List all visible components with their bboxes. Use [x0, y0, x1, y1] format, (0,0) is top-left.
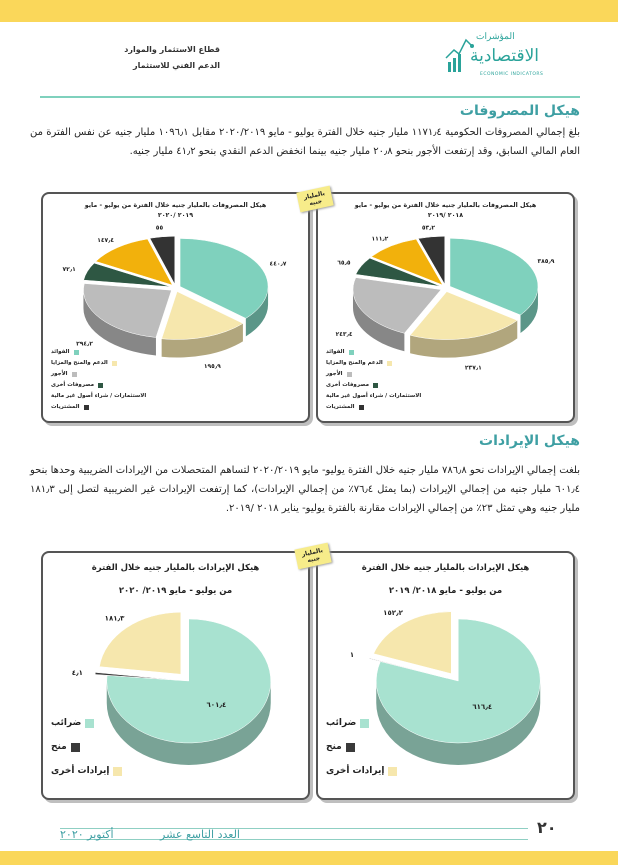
footer-date: أكتوبر ٢٠٢٠: [60, 828, 114, 841]
legend-item: [51, 382, 133, 388]
legend-swatch: [388, 767, 397, 776]
logo-main: الاقتصادية: [470, 46, 540, 66]
chart-subtitle: من يوليو - مايو ٢٠١٩/ ٢٠٢٠: [118, 586, 233, 596]
legend-label: الاستثمارات / شراء أصول غير مالية: [51, 393, 147, 399]
legend-item: [51, 742, 123, 752]
legend-label: مصروفات أخرى: [326, 382, 370, 388]
page-number: ٢٠: [537, 818, 557, 837]
legend-item: [51, 371, 133, 377]
legend-label: إيرادات أخرى: [51, 766, 110, 776]
legend-swatch: [71, 743, 80, 752]
pie-value-label: ٦١٦٫٤: [472, 703, 493, 712]
expenditure-chart-2020-panel: [41, 192, 310, 423]
legend-label: الاستثمارات / شراء أصول غير مالية: [326, 393, 422, 399]
pie-value-label: ١٩٥٫٩: [203, 362, 221, 370]
chart-title: هيكل المصروفات بالمليار جنيه خلال الفترة من يوليو - مايو: [354, 202, 537, 209]
legend-label: الدعم والمنح والمزايا: [51, 360, 108, 366]
pie-value-label: ١٥٢٫٢: [383, 609, 403, 618]
revenue-paragraph: بلغت إجمالي الإيرادات نحو ٧٨٦٫٨ مليار جنيه خلال الفترة يوليو- مايو ٢٠٢٠/٢٠١٩ لتساهم المتحصلات من الإيرادات الضريبية وحدها بنحو ٦٠١٫٤ مليار جنيه من إجمالي الإيرادات (بما يمثل ٧٦٫٤٪ من إجمالي الإيرادات)، كما إرتفعت الإيرادات غير الضريبية لتصل إلى ١٨١٫٣ مليار جنيه وهي تمثل ٢٣٪ من إجمالي الإيرادات مقارنة بالفترة يوليو- يناير ٢٠١٨ /٢٠١٩.: [30, 465, 580, 514]
legend-swatch: [373, 383, 378, 388]
legend-label: منح: [326, 742, 342, 752]
revenue-pie-2020: [43, 553, 308, 798]
chart-subtitle: ٢٠١٨ /٢٠١٩: [427, 212, 464, 219]
pie-value-label: ٧٢٫١: [62, 265, 76, 273]
pie-value-label: ٤٤٠٫٧: [269, 260, 287, 268]
header-divider: [40, 96, 580, 98]
pie-value-label: ٢٩٤٫٢: [76, 340, 93, 348]
legend-swatch: [360, 719, 369, 728]
logo-title: المؤشرات: [476, 32, 515, 42]
legend-item: [51, 404, 133, 410]
legend-swatch: [113, 767, 122, 776]
header-org-line1: قطاع الاستثمار والموارد: [124, 45, 220, 54]
legend-label: ضرائب: [326, 718, 357, 728]
legend-item: [51, 360, 133, 366]
legend-label: الدعم والمنح والمزايا: [326, 360, 383, 366]
legend-label: المشتريات: [51, 404, 80, 410]
bottom-band: [0, 851, 618, 865]
legend-item: [51, 349, 133, 355]
pie-value-label: ٣٨٥٫٩: [537, 258, 555, 266]
legend-swatch: [346, 743, 355, 752]
legend-swatch: [72, 372, 77, 377]
legend-swatch: [112, 361, 117, 366]
legend-swatch: [85, 719, 94, 728]
legend-swatch: [347, 372, 352, 377]
pie-value-label: ٢٤٣٫٤: [335, 330, 353, 338]
pie-value-label: ٢٣٧٫١: [464, 364, 482, 372]
pie-value-label: ١١١٫٢: [371, 235, 389, 243]
legend-item: [326, 349, 408, 355]
unit-sticky-note: بالمليار جنيه: [294, 543, 331, 570]
chart-subtitle: من يوليو - مايو ٢٠١٨/ ٢٠١٩: [388, 586, 503, 596]
legend-label: الفوائد: [326, 349, 345, 355]
pie-value-label: ٥٣٫٢: [421, 224, 436, 232]
legend-item: [326, 371, 408, 377]
legend-item: [51, 766, 123, 776]
legend-item: [326, 382, 408, 388]
legend-label: ضرائب: [51, 718, 82, 728]
legend-item: [51, 718, 123, 728]
legend-swatch: [349, 350, 354, 355]
legend-swatch: [359, 405, 364, 410]
legend-item: [326, 766, 398, 776]
header-org-line2: الدعم الفني للاستثمار: [133, 61, 220, 70]
pie-value-label: ٥٥: [155, 224, 164, 232]
legend-label: مصروفات أخرى: [51, 382, 95, 388]
revenue-chart-2020-panel: [41, 551, 310, 800]
footer-divider: [60, 828, 528, 829]
footer-divider: [60, 839, 528, 840]
pie-value-label: ١: [349, 651, 355, 660]
legend-item: [326, 742, 398, 752]
legend-label: منح: [51, 742, 67, 752]
chart-title: هيكل الإيرادات بالمليار جنيه خلال الفترة: [361, 563, 530, 573]
chart-subtitle: ٢٠١٩ /٢٠٢٠: [157, 212, 194, 219]
expenditure-heading: هيكل المصروفات: [459, 103, 580, 119]
unit-sticky-note: بالمليار جنيه: [296, 186, 333, 213]
legend-label: إيرادات أخرى: [326, 766, 385, 776]
pie-value-label: ٦٥٫٥: [337, 259, 351, 267]
expenditure-chart-2019-panel: [316, 192, 575, 423]
top-band: [0, 0, 618, 22]
pie-value-label: ٤٫١: [71, 668, 83, 677]
pie-value-label: ١٤٧٫٤: [97, 237, 115, 245]
legend-label: الأجور: [51, 371, 68, 377]
legend-item: [51, 393, 147, 399]
legend-item: [326, 718, 398, 728]
logo: [428, 28, 578, 86]
footer-issue: العدد التاسع عشر: [160, 828, 240, 841]
legend-label: المشتريات: [326, 404, 355, 410]
logo-en: ECONOMIC INDICATORS: [480, 72, 544, 77]
revenue-chart-2019-panel: [316, 551, 575, 800]
legend-swatch: [387, 361, 392, 366]
pie-value-label: ٦٠١٫٤: [206, 700, 227, 709]
expenditure-paragraph: بلغ إجمالي المصروفات الحكومية ١١٧١٫٤ مليار جنيه خلال الفترة يوليو - مايو ٢٠٢٠/٢٠١٩ مقابل ١٠٩٦٫١ مليار جنيه عن نفس الفترة من العام المالي السابق، وقد إرتفعت الأجور بنحو ٢٠٫٨ مليار جنيه بينما انخفض الدعم النقدي بنحو ٤١٫٢ مليار جنيه.: [30, 127, 580, 157]
legend-item: [326, 360, 408, 366]
legend-item: [326, 393, 422, 399]
chart-title: هيكل المصروفات بالمليار جنيه خلال الفترة من يوليو - مايو: [84, 202, 267, 209]
revenue-pie-2019: [318, 553, 573, 798]
pie-value-label: ١٨١٫٣: [104, 614, 125, 623]
legend-item: [326, 404, 408, 410]
legend-swatch: [98, 383, 103, 388]
legend-swatch: [84, 405, 89, 410]
revenue-heading: هيكل الإيرادات: [479, 433, 580, 449]
chart-title: هيكل الإيرادات بالمليار جنيه خلال الفترة: [91, 563, 260, 573]
legend-swatch: [74, 350, 79, 355]
legend-label: الفوائد: [51, 349, 70, 355]
legend-label: الأجور: [326, 371, 343, 377]
